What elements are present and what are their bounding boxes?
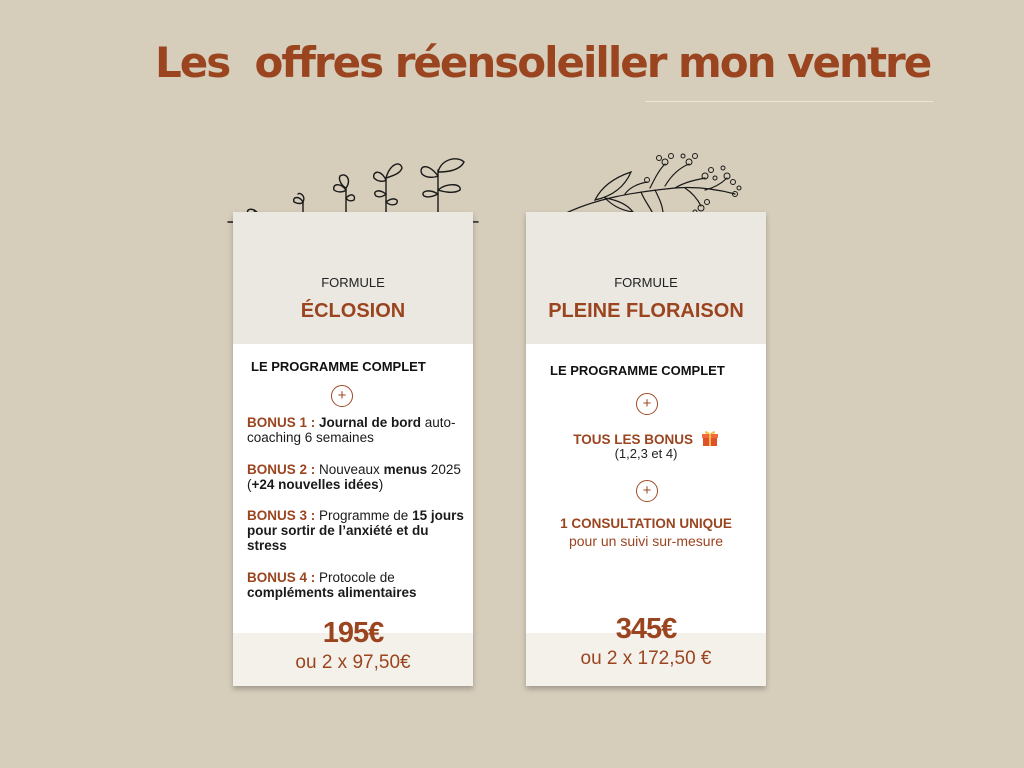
bonus-text: Protocole de <box>315 570 395 585</box>
title-divider <box>645 101 933 102</box>
bonus-text: +24 nouvelles idées <box>251 477 379 492</box>
page-title: Les offres réensoleiller mon ventre <box>155 38 931 87</box>
all-bonus-detail: (1,2,3 et 4) <box>614 446 678 461</box>
bonus-text: auto-coaching 6 semaines <box>247 415 456 445</box>
plus-circle-icon: + <box>636 480 658 502</box>
all-bonus-label <box>526 429 766 447</box>
consultation-label: 1 CONSULTATION UNIQUE <box>560 516 732 531</box>
bonus-item <box>247 462 469 492</box>
bonus-text: Nouveaux <box>315 462 384 477</box>
bonus-label: BONUS 2 : <box>247 462 316 477</box>
bonus-text: 2025 ( <box>247 462 461 492</box>
program-label: LE PROGRAMME COMPLET <box>550 363 725 378</box>
bonus-item <box>247 508 469 553</box>
offer-name: PLEINE FLORAISON <box>548 300 744 322</box>
program-label: LE PROGRAMME COMPLET <box>251 359 426 374</box>
plus-circle-icon: + <box>636 393 658 415</box>
bonus-text: Programme de <box>315 508 413 523</box>
formule-label: FORMULE <box>614 275 678 290</box>
offer-card-eclosion <box>233 212 473 686</box>
bonus-text: ) <box>378 477 384 492</box>
consultation-detail: pour un suivi sur-mesure <box>568 533 724 549</box>
bonus-item <box>247 415 469 445</box>
offer-name: ÉCLOSION <box>300 300 406 322</box>
price: 345€ <box>615 613 677 645</box>
bonus-label: BONUS 3 : <box>247 508 316 523</box>
bonus-label: BONUS 4 : <box>247 570 316 585</box>
installment-price: ou 2 x 172,50 € <box>580 648 712 669</box>
plus-circle-icon: + <box>331 385 353 407</box>
formule-label: FORMULE <box>321 275 385 290</box>
all-bonus-text: TOUS LES BONUS <box>573 432 693 447</box>
price: 195€ <box>322 617 384 649</box>
bonus-text: menus <box>383 462 428 477</box>
bonus-text: compléments alimentaires <box>247 585 417 600</box>
bonus-text: Journal de bord <box>315 415 422 430</box>
bonus-item <box>247 570 469 600</box>
bonus-label: BONUS 1 : <box>247 415 316 430</box>
offer-card-pleine-floraison <box>526 212 766 686</box>
gift-icon <box>701 429 719 447</box>
installment-price: ou 2 x 97,50€ <box>295 652 411 673</box>
bonus-text: 15 jours pour sortir de l’anxiété et du stress <box>247 508 464 553</box>
